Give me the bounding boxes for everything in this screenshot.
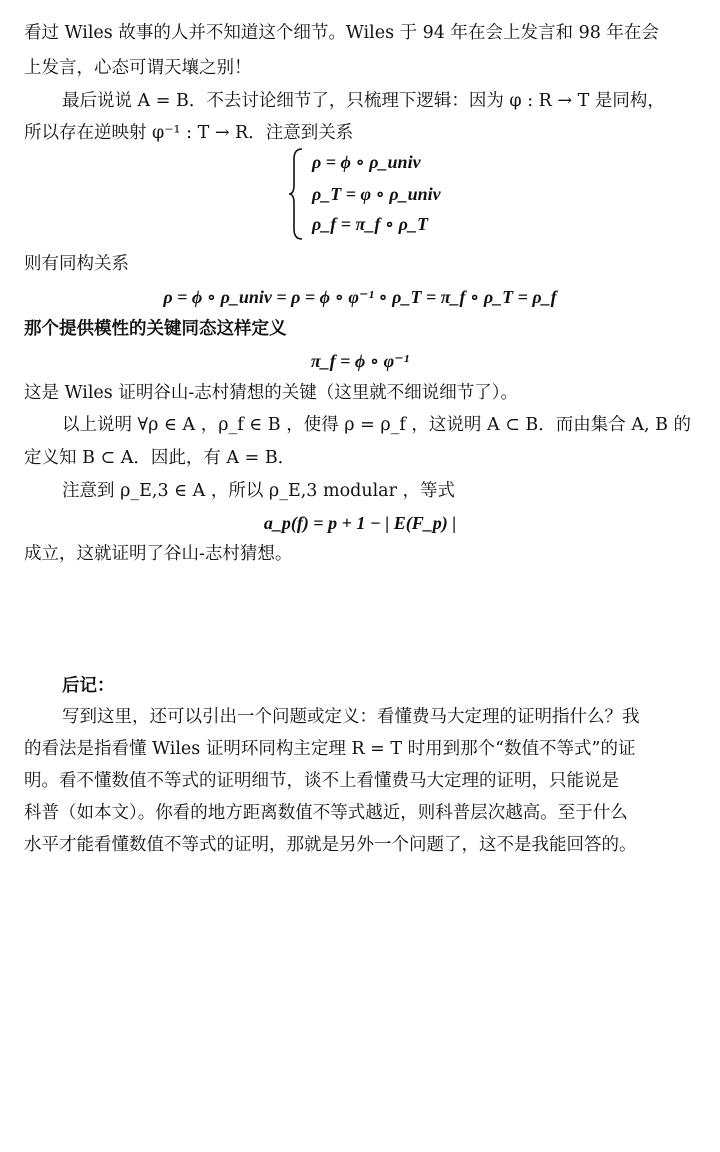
postscript-line-5: 水平才能看懂数值不等式的证明，那就是另外一个问题了，这不是我能回答的。 — [24, 835, 637, 855]
paragraph-1-line-1: 看过 Wiles 故事的人并不知道这个细节。Wiles 于 94 年在会上发言和 98 年在会 — [24, 23, 659, 43]
equation-3: a_p(f) = p + 1 − | E(F_p) | — [263, 513, 457, 533]
system-equation-2: ρ_T = φ ∘ ρ_univ — [312, 184, 441, 204]
postscript-line-3: 明。看不懂数值不等式的证明细节，谈不上看懂费马大定理的证明，只能说是 — [24, 771, 619, 791]
paragraph-7: 注意到 ρ_E,3 ∈ A ，所以 ρ_E,3 modular ，等式 — [62, 481, 456, 501]
paragraph-3: 则有同构关系 — [24, 254, 129, 274]
postscript-line-1: 写到这里，还可以引出一个问题或定义：看懂费马大定理的证明指什么？我 — [62, 707, 640, 727]
postscript-title: 后记： — [62, 676, 115, 696]
equation-1: ρ = ϕ ∘ ρ_univ = ρ = ϕ ∘ φ⁻¹ ∘ ρ_T = π_f ∘ ρ_T = ρ_f — [163, 287, 557, 307]
paragraph-8: 成立，这就证明了谷山-志村猜想。 — [24, 544, 293, 564]
equation-system — [288, 147, 441, 241]
left-brace-icon — [288, 147, 304, 241]
paragraph-1-line-2: 上发言，心态可谓天壤之别！ — [24, 58, 252, 78]
postscript-line-4: 科普（如本文）。你看的地方距离数值不等式越近，则科普层次越高。至于什么 — [24, 803, 628, 823]
paragraph-4: 那个提供模性的关键同态这样定义 — [24, 319, 287, 339]
system-equation-3: ρ_f = π_f ∘ ρ_T — [312, 214, 428, 234]
paragraph-6-line-1: 以上说明 ∀ρ ∈ A ，ρ_f ∈ B ，使得 ρ = ρ_f ，这说明 A ⊂ B．而由集合 A, B 的 — [62, 415, 692, 435]
postscript-line-2: 的看法是指看懂 Wiles 证明环同构主定理 R = T 时用到那个“数值不等式”的证 — [24, 739, 636, 759]
paragraph-2-line-2: 所以存在逆映射 φ⁻¹ : T → R．注意到关系 — [24, 123, 354, 143]
paragraph-5: 这是 Wiles 证明谷山-志村猜想的关键（这里就不细说细节了）。 — [24, 383, 518, 403]
system-equation-1: ρ = ϕ ∘ ρ_univ — [312, 152, 421, 172]
paragraph-2-line-1: 最后说说 A = B．不去讨论细节了，只梳理下逻辑：因为 φ : R → T 是同构， — [62, 91, 665, 111]
paragraph-6-line-2: 定义知 B ⊂ A．因此，有 A = B． — [24, 448, 296, 468]
equation-2: π_f = ϕ ∘ φ⁻¹ — [310, 351, 410, 371]
